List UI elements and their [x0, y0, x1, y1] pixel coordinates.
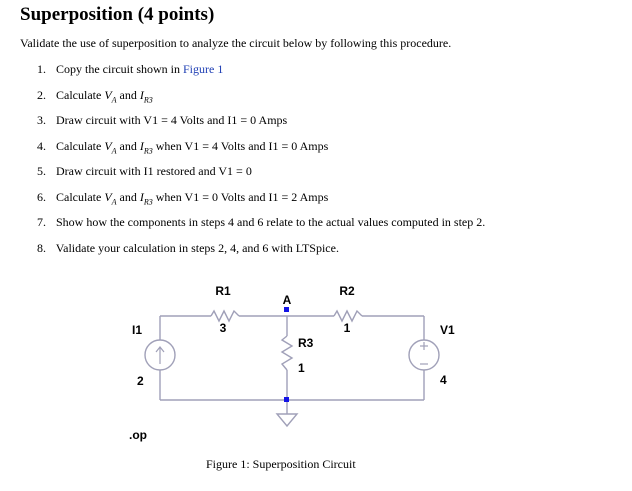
v1-value: 4 [440, 373, 447, 387]
procedure-list [37, 62, 485, 266]
ground-icon [277, 414, 297, 426]
wires [160, 316, 424, 414]
ground-node-marker [284, 397, 289, 402]
step-5: 5. Draw circuit with I1 restored and V1 = 0 [37, 164, 252, 178]
voltage-source-v1 [409, 340, 439, 370]
resistor-r1 [211, 311, 239, 321]
current-source-i1 [145, 340, 175, 370]
step-7: 7. Show how the components in steps 4 and 6 relate to the actual values computed in step 2. [37, 215, 486, 229]
resistor-r3 [282, 336, 292, 370]
section-title: Superposition (4 points) [20, 4, 215, 25]
r1-name: R1 [215, 284, 231, 298]
node-a-marker [284, 307, 289, 312]
i1-value: 2 [137, 374, 144, 388]
r3-name: R3 [298, 336, 314, 350]
circuit-schematic [0, 280, 632, 455]
resistor-r2 [334, 311, 362, 321]
r3-value: 1 [298, 361, 305, 375]
step-6: 6. Calculate $V_A$ and $I_{R3}$ when V1 = 0 Volts and I1 = 2 Amps [37, 189, 329, 206]
node-a-label: A [282, 293, 292, 307]
step-2: 2. Calculate $V_A$ and $I_{R3}$ [37, 87, 153, 104]
r1-value: 3 [219, 321, 227, 335]
step-3: 3. Draw circuit with V1 = 4 Volts and I1 = 0 Amps [37, 113, 288, 127]
figure-caption: Figure 1: Superposition Circuit [206, 457, 356, 471]
intro-text: Validate the use of superposition to analyze the circuit below by following this procedure. [20, 36, 452, 50]
step-4: 4. Calculate $V_A$ and $I_{R3}$ when V1 = 4 Volts and I1 = 0 Amps [37, 138, 329, 155]
step-1: 1. Copy the circuit shown in Figure 1 [37, 62, 224, 76]
v1-name: V1 [440, 323, 455, 337]
r2-value: 1 [343, 321, 351, 335]
i1-name: I1 [132, 323, 143, 337]
figure-1-link[interactable]: Figure 1 [182, 62, 224, 76]
spice-directive: .op [129, 428, 147, 442]
step-8: 8. Validate your calculation in steps 2, 4, and 6 with LTSpice. [37, 240, 339, 255]
r2-name: R2 [339, 284, 355, 298]
